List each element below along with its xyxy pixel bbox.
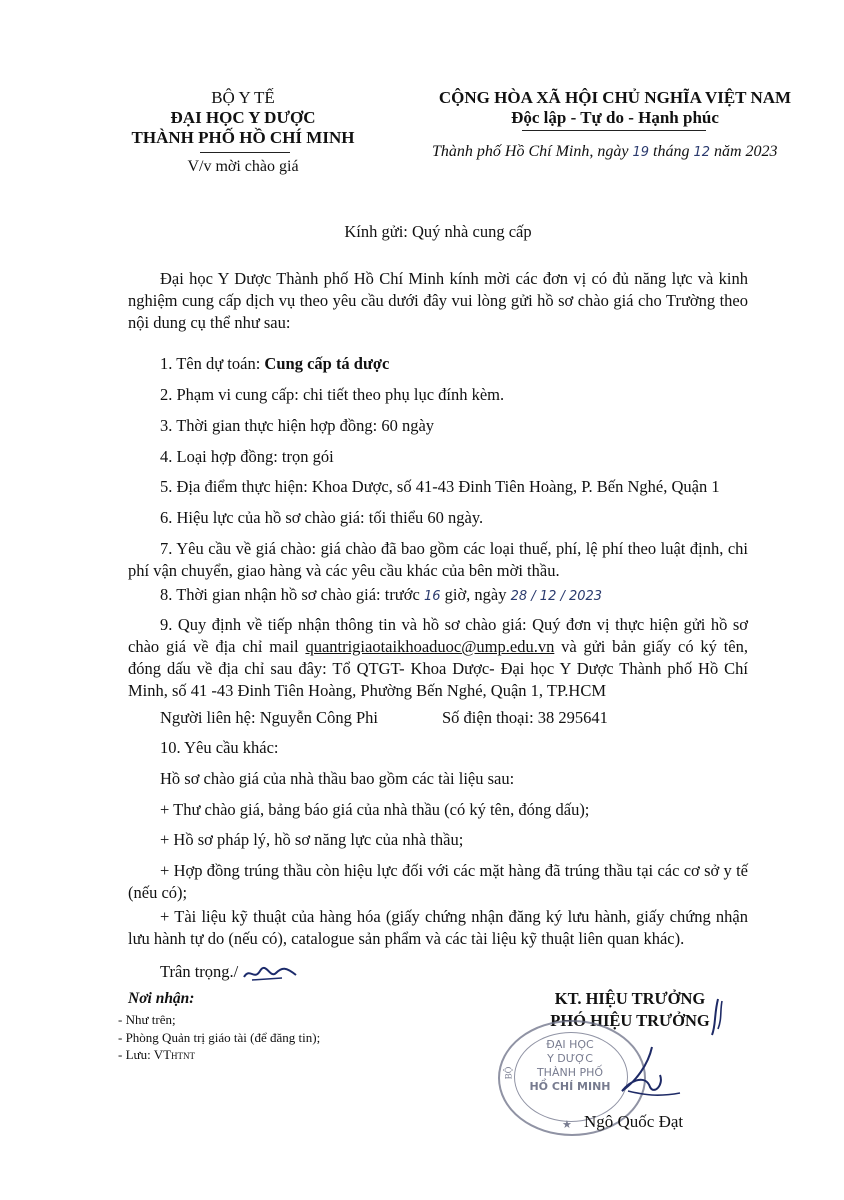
republic-title: CỘNG HÒA XÃ HỘI CHỦ NGHĨA VIỆT NAM <box>438 88 792 107</box>
motto: Độc lập - Tự do - Hạnh phúc <box>511 108 719 127</box>
docs-intro: Hồ sơ chào giá của nhà thầu bao gồm các tài liệu sau: <box>160 769 515 788</box>
star-icon: ★ <box>562 1119 572 1131</box>
doc-1: + Thư chào giá, bảng báo giá của nhà thầu (có ký tên, đóng dấu); <box>160 800 590 819</box>
motto-rule <box>522 130 706 131</box>
closing <box>160 961 760 983</box>
doc-3: + Hợp đồng trúng thầu còn hiệu lực đối với các mặt hàng đã trúng thầu tại các cơ sở y tế (nếu có); <box>128 861 748 902</box>
date-day: 19 <box>632 145 649 160</box>
seal-line-4: HỒ CHÍ MINH <box>529 1080 611 1093</box>
item-1-value: Cung cấp tá dược <box>264 354 390 373</box>
header-left-rule <box>200 152 290 153</box>
university-city: THÀNH PHỐ HỒ CHÍ MINH <box>131 128 355 147</box>
seal-line-2: Y DƯỢC <box>547 1052 593 1065</box>
handwritten-signature-icon <box>588 995 728 1115</box>
signature-title-2: PHÓ HIỆU TRƯỞNG <box>550 1011 710 1030</box>
recipients-title: Nơi nhận: <box>128 990 195 1007</box>
closing-text: Trân trọng./ <box>160 962 239 981</box>
item-1-label: 1. Tên dự toán: <box>160 354 265 373</box>
initials-scribble-icon <box>242 963 298 983</box>
university-name: ĐẠI HỌC Y DƯỢC <box>170 108 316 127</box>
email-link[interactable]: quantrigiaotaikhoaduoc@ump.edu.vn <box>305 637 555 656</box>
item-8 <box>160 584 760 608</box>
seal-line-1: ĐẠI HỌC <box>546 1038 594 1051</box>
item-8-mid: giờ, ngày <box>444 585 507 604</box>
signer-name: Ngô Quốc Đạt <box>584 1112 684 1131</box>
item-9-text: 9. Quy định về tiếp nhận thông tin và hồ sơ chào giá: Quý đơn vị thực hiện gửi hồ sơ chào giá về địa chỉ mail <box>128 615 748 656</box>
contact-phone: Số điện thoại: 38 295641 <box>442 708 608 727</box>
subject-line: V/v mời chào giá <box>187 158 299 175</box>
doc-4: + Tài liệu kỹ thuật của hàng hóa (giấy chứng nhận đăng ký lưu hành, giấy chứng nhận lưu hành tự do (nếu có), catalogue sản phẩm và các tài liệu kỹ thuật liên quan khác). <box>128 907 748 948</box>
item-1 <box>160 353 760 375</box>
seal-line-3: THÀNH PHỐ <box>536 1066 604 1079</box>
date-line <box>432 143 832 161</box>
item-8-label: 8. Thời gian nhận hồ sơ chào giá: trước <box>160 585 420 604</box>
intro-text: Đại học Y Dược Thành phố Hồ Chí Minh kính mời các đơn vị có đủ năng lực và kinh nghiệm cung cấp dịch vụ theo yêu cầu dưới đây vui lòng gửi hồ sơ chào giá cho Trường theo nội dung cụ thể như sau: <box>128 269 748 332</box>
date-month: 12 <box>693 145 710 160</box>
signature-title-1: KT. HIỆU TRƯỞNG <box>554 989 706 1008</box>
contact-name: Người liên hệ: Nguyễn Công Phi <box>160 708 378 727</box>
recipient-3 <box>118 1047 195 1063</box>
date-month-label: tháng <box>653 143 690 160</box>
date-prefix: Thành phố Hồ Chí Minh, ngày <box>432 143 629 160</box>
intro-paragraph <box>128 268 748 334</box>
item-6: 6. Hiệu lực của hồ sơ chào giá: tối thiểu 60 ngày. <box>160 508 484 527</box>
doc-2: + Hồ sơ pháp lý, hồ sơ năng lực của nhà thầu; <box>160 830 464 849</box>
recipient-3-sub: HTNT <box>171 1051 196 1061</box>
item-2: 2. Phạm vi cung cấp: chi tiết theo phụ lục đính kèm. <box>160 385 505 404</box>
item-5: 5. Địa điểm thực hiện: Khoa Dược, số 41-43 Đinh Tiên Hoàng, P. Bến Nghé, Quận 1 <box>160 477 720 496</box>
recipient-3-label: - Lưu: VT <box>118 1047 172 1062</box>
ministry-name: BỘ Y TẾ <box>211 88 275 107</box>
seal-side-text: BỘ <box>503 1066 514 1080</box>
recipient-1: - Như trên; <box>118 1012 176 1027</box>
item-9-tail: và gửi bản giấy có ký tên, đóng dấu về địa chỉ sau đây: Tổ QTGT- Khoa Dược- Đại học Y Dược Thành phố Hồ Chí Minh, số 41 -43 Đinh Tiên Hoàng, Phường Bến Nghé, Quận 1, TP.HCM <box>128 637 748 700</box>
item-3: 3. Thời gian thực hiện hợp đồng: 60 ngày <box>160 416 435 435</box>
date-year: năm 2023 <box>714 143 778 160</box>
item-7: 7. Yêu cầu về giá chào: giá chào đã bao gồm các loại thuế, phí, lệ phí theo luật định, chi phí vận chuyển, giao hàng và các yêu cầu khác của bên mời thầu. <box>128 539 748 580</box>
recipient-2: - Phòng Quản trị giáo tài (để đăng tin); <box>118 1030 321 1045</box>
item-9 <box>128 614 748 702</box>
item-10: 10. Yêu cầu khác: <box>160 738 279 757</box>
header-left <box>128 88 358 148</box>
salutation: Kính gửi: Quý nhà cung cấp <box>344 222 532 241</box>
item-8-hour: 16 <box>423 589 441 604</box>
contact-line <box>160 707 760 729</box>
item-8-date: 28 / 12 / 2023 <box>510 589 603 604</box>
item-4: 4. Loại hợp đồng: trọn gói <box>160 447 334 466</box>
